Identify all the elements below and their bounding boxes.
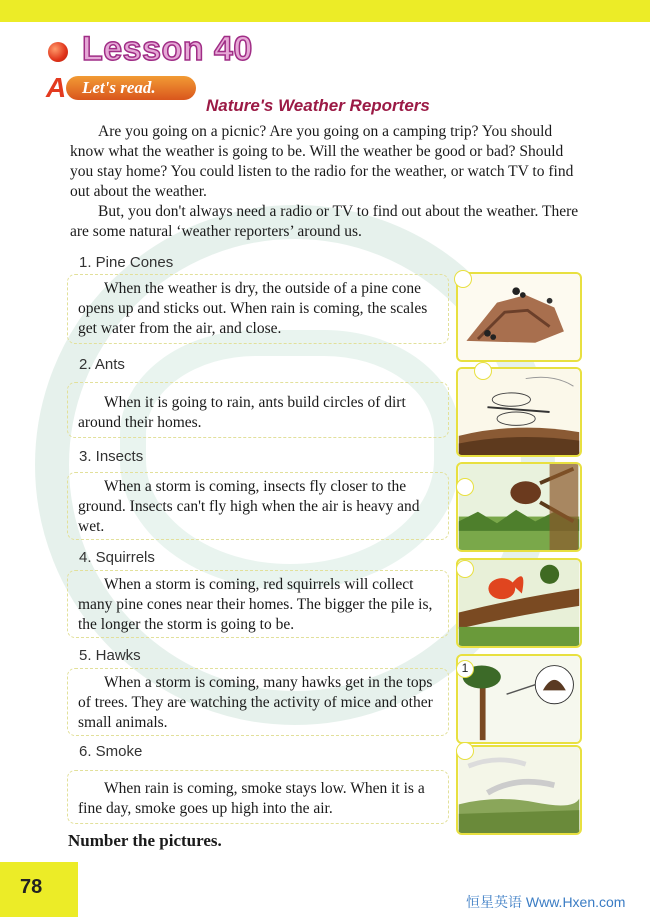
item-text: When the weather is dry, the outside of a pine cone opens up and sticks out. When rain is coming, the scales get water from the air, and close. [78, 280, 428, 337]
item-text: When a storm is coming, red squirrels will collect many pine cones near their homes. The bigger the pile is, the longer the storm is going to be. [78, 576, 433, 633]
item-box-pine-cones [67, 274, 449, 344]
picture-marker [456, 560, 474, 578]
footer-watermark: 恒星英语 Www.Hxen.com [466, 894, 626, 910]
item-label-insects: 3. Insects [79, 448, 144, 465]
item-box-ants [67, 382, 449, 438]
picture-ants-on-rock [456, 272, 582, 362]
item-box-squirrels [67, 570, 449, 638]
item-label-hawks: 5. Hawks [79, 647, 141, 664]
item-text: When it is going to rain, ants build circles of dirt around their homes. [78, 394, 406, 431]
ants-illustration [458, 274, 580, 360]
smoke-illustration [458, 747, 580, 833]
item-box-smoke [67, 770, 449, 824]
insects-illustration [458, 464, 580, 550]
item-label-ants: 2. Ants [79, 356, 125, 373]
item-label-smoke: 6. Smoke [79, 743, 143, 760]
intro-text [70, 122, 586, 242]
background-watermark-inner [120, 330, 460, 590]
dragonfly-illustration [458, 369, 580, 455]
picture-dragonfly [456, 367, 582, 457]
item-label-squirrels: 4. Squirrels [79, 549, 155, 566]
lesson-bullet-icon [48, 42, 68, 62]
picture-marker [456, 742, 474, 760]
hawk-tree-illustration [458, 656, 580, 742]
squirrel-illustration [458, 560, 580, 646]
picture-smoke [456, 745, 582, 835]
item-label-pine-cones: 1. Pine Cones [79, 254, 174, 271]
picture-marker [454, 270, 472, 288]
picture-marker-numbered: 1 [456, 660, 474, 678]
lesson-title: Lesson 40 [82, 30, 253, 68]
item-box-insects [67, 472, 449, 540]
top-color-band [0, 0, 650, 22]
picture-insects [456, 462, 582, 552]
item-text: When a storm is coming, insects fly closer to the ground. Insects can't fly high when the air is heavy and wet. [78, 478, 420, 535]
page-number: 78 [20, 876, 43, 898]
item-box-hawks [67, 668, 449, 736]
section-label: Let's read. [82, 78, 156, 97]
picture-marker [456, 478, 474, 496]
intro-paragraph: But, you don't always need a radio or TV to find out about the weather. There are some natural ‘weather reporters’ around us. [70, 203, 579, 240]
story-title: Nature's Weather Reporters [206, 96, 430, 115]
picture-hawk-tree [456, 654, 582, 744]
picture-squirrel [456, 558, 582, 648]
item-text: When a storm is coming, many hawks get in the tops of trees. They are watching the activity of mice and other small animals. [78, 674, 433, 731]
intro-paragraph: Are you going on a picnic? Are you going on a camping trip? You should know what the weather is going to be. Will the weather be good or bad? Should you stay home? You could listen to the radio for the weather, or watch TV to find out about the weather. [70, 123, 574, 200]
item-text: When rain is coming, smoke stays low. When it is a fine day, smoke goes up high into the air. [78, 780, 425, 817]
picture-marker [474, 362, 492, 380]
section-letter: A [46, 72, 67, 103]
task-instruction: Number the pictures. [68, 831, 222, 850]
